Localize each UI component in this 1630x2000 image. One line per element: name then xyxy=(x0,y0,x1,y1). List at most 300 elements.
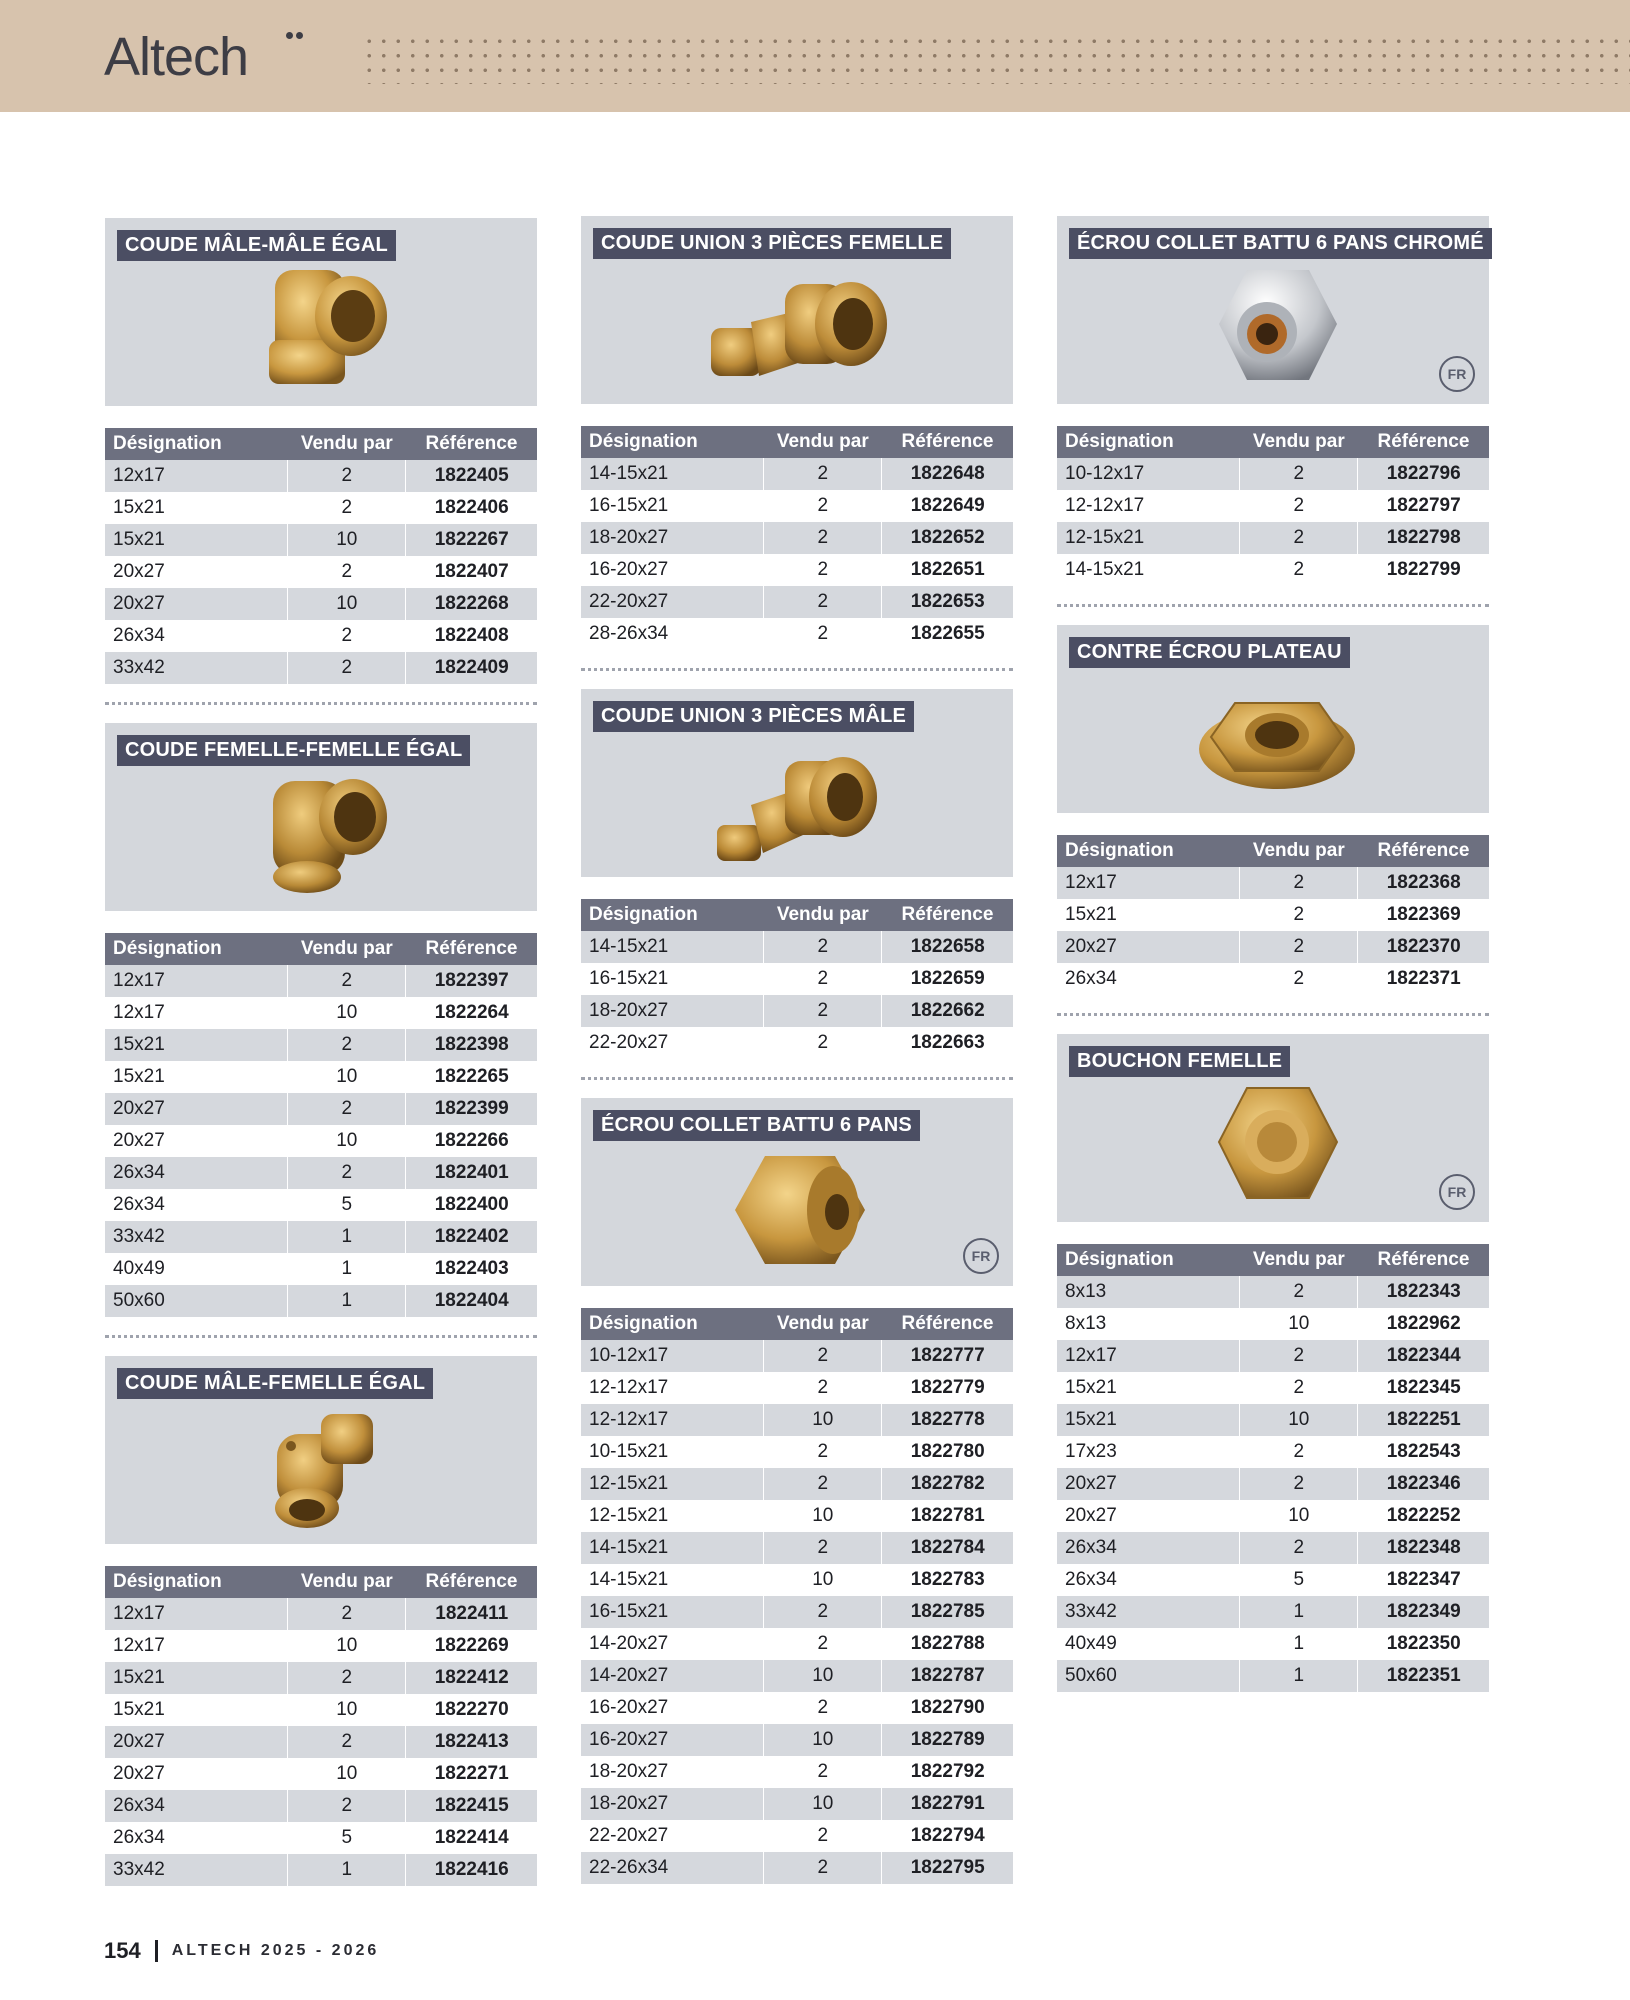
reference-cell: 1822659 xyxy=(882,963,1013,995)
product-image-panel xyxy=(581,689,1013,877)
vendu-par-cell: 2 xyxy=(1240,1532,1358,1564)
section-title: ÉCROU COLLET BATTU 6 PANS xyxy=(593,1110,920,1141)
designation-cell: 14-15x21 xyxy=(581,1532,764,1564)
table-row xyxy=(581,1500,1013,1532)
table-row xyxy=(105,1598,537,1630)
designation-cell: 26x34 xyxy=(105,1189,288,1221)
vendu-par-cell: 5 xyxy=(1240,1564,1358,1596)
designation-cell: 12x17 xyxy=(1057,1340,1240,1372)
table-row xyxy=(105,1662,537,1694)
vendu-par-cell: 2 xyxy=(764,490,882,522)
designation-cell: 26x34 xyxy=(1057,1532,1240,1564)
vendu-par-cell: 10 xyxy=(764,1500,882,1532)
vendu-par-cell: 10 xyxy=(288,1758,406,1790)
reference-cell: 1822271 xyxy=(406,1758,537,1790)
product-image-panel xyxy=(1057,1034,1489,1222)
reference-cell: 1822652 xyxy=(882,522,1013,554)
designation-cell: 12-15x21 xyxy=(1057,522,1240,554)
designation-cell: 33x42 xyxy=(1057,1596,1240,1628)
reference-cell: 1822397 xyxy=(406,965,537,997)
designation-cell: 15x21 xyxy=(105,1029,288,1061)
designation-cell: 16-15x21 xyxy=(581,490,764,522)
vendu-par-cell: 2 xyxy=(1240,867,1358,899)
reference-cell: 1822794 xyxy=(882,1820,1013,1852)
designation-cell: 20x27 xyxy=(105,1726,288,1758)
designation-cell: 15x21 xyxy=(105,492,288,524)
col-reference: Référence xyxy=(406,428,537,460)
vendu-par-cell: 1 xyxy=(288,1253,406,1285)
reference-cell: 1822779 xyxy=(882,1372,1013,1404)
product-table xyxy=(581,1308,1013,1884)
reference-cell: 1822663 xyxy=(882,1027,1013,1059)
col-reference: Référence xyxy=(882,899,1013,931)
reference-cell: 1822399 xyxy=(406,1093,537,1125)
designation-cell: 26x34 xyxy=(1057,963,1240,995)
vendu-par-cell: 2 xyxy=(1240,1276,1358,1308)
table-row xyxy=(581,1404,1013,1436)
designation-cell: 33x42 xyxy=(105,1854,288,1886)
table-row xyxy=(581,1788,1013,1820)
vendu-par-cell: 2 xyxy=(764,1596,882,1628)
vendu-par-cell: 5 xyxy=(288,1822,406,1854)
designation-cell: 33x42 xyxy=(105,652,288,684)
vendu-par-cell: 2 xyxy=(288,965,406,997)
vendu-par-cell: 2 xyxy=(288,492,406,524)
vendu-par-cell: 2 xyxy=(764,931,882,963)
reference-cell: 1822778 xyxy=(882,1404,1013,1436)
product-image-panel xyxy=(105,723,537,911)
col-reference: Référence xyxy=(1358,426,1489,458)
designation-cell: 12-12x17 xyxy=(581,1372,764,1404)
reference-cell: 1822782 xyxy=(882,1468,1013,1500)
reference-cell: 1822798 xyxy=(1358,522,1489,554)
reference-cell: 1822267 xyxy=(406,524,537,556)
vendu-par-cell: 2 xyxy=(288,1029,406,1061)
reference-cell: 1822785 xyxy=(882,1596,1013,1628)
designation-cell: 15x21 xyxy=(105,1061,288,1093)
reference-cell: 1822252 xyxy=(1358,1500,1489,1532)
vendu-par-cell: 2 xyxy=(764,1692,882,1724)
table-row xyxy=(1057,522,1489,554)
vendu-par-cell: 2 xyxy=(1240,931,1358,963)
product-table xyxy=(581,426,1013,650)
reference-cell: 1822405 xyxy=(406,460,537,492)
table-row xyxy=(105,1125,537,1157)
section-ecrou-collet xyxy=(581,1098,1013,1884)
table-row xyxy=(1057,490,1489,522)
table-row xyxy=(105,1854,537,1886)
table-row xyxy=(581,1852,1013,1884)
table-row xyxy=(581,490,1013,522)
reference-cell: 1822270 xyxy=(406,1694,537,1726)
designation-cell: 40x49 xyxy=(105,1253,288,1285)
table-row xyxy=(1057,1660,1489,1692)
vendu-par-cell: 2 xyxy=(1240,490,1358,522)
logo-dots-icon xyxy=(286,32,300,42)
table-row xyxy=(105,652,537,684)
product-image-panel xyxy=(1057,216,1489,404)
vendu-par-cell: 10 xyxy=(288,1125,406,1157)
designation-cell: 20x27 xyxy=(105,1093,288,1125)
table-row xyxy=(581,1820,1013,1852)
designation-cell: 26x34 xyxy=(1057,1564,1240,1596)
vendu-par-cell: 2 xyxy=(288,460,406,492)
table-row xyxy=(1057,1628,1489,1660)
reference-cell: 1822789 xyxy=(882,1724,1013,1756)
col-designation: Désignation xyxy=(581,426,764,458)
vendu-par-cell: 2 xyxy=(1240,458,1358,490)
designation-cell: 18-20x27 xyxy=(581,1756,764,1788)
reference-cell: 1822404 xyxy=(406,1285,537,1317)
vendu-par-cell: 10 xyxy=(288,1061,406,1093)
designation-cell: 20x27 xyxy=(1057,1500,1240,1532)
vendu-par-cell: 1 xyxy=(1240,1660,1358,1692)
table-row xyxy=(105,460,537,492)
designation-cell: 22-20x27 xyxy=(581,1027,764,1059)
reference-cell: 1822400 xyxy=(406,1189,537,1221)
vendu-par-cell: 10 xyxy=(288,1694,406,1726)
section-title: COUDE FEMELLE-FEMELLE ÉGAL xyxy=(117,735,470,766)
elbow-fitting-icon xyxy=(255,1400,395,1532)
cap-fitting-icon xyxy=(1213,1080,1343,1214)
section-coude-male-femelle xyxy=(105,1356,537,1886)
vendu-par-cell: 10 xyxy=(288,524,406,556)
col-vendu-par: Vendu par xyxy=(1240,835,1358,867)
fr-badge-icon: FR xyxy=(1439,1174,1475,1210)
reference-cell: 1822268 xyxy=(406,588,537,620)
col-vendu-par: Vendu par xyxy=(764,426,882,458)
designation-cell: 12-15x21 xyxy=(581,1468,764,1500)
col-reference: Référence xyxy=(882,426,1013,458)
table-row xyxy=(581,1340,1013,1372)
designation-cell: 18-20x27 xyxy=(581,522,764,554)
reference-cell: 1822777 xyxy=(882,1340,1013,1372)
table-row xyxy=(581,995,1013,1027)
reference-cell: 1822414 xyxy=(406,1822,537,1854)
table-row xyxy=(1057,1404,1489,1436)
designation-cell: 20x27 xyxy=(105,588,288,620)
designation-cell: 12-12x17 xyxy=(1057,490,1240,522)
vendu-par-cell: 2 xyxy=(764,1436,882,1468)
reference-cell: 1822403 xyxy=(406,1253,537,1285)
section-title: BOUCHON FEMELLE xyxy=(1069,1046,1290,1077)
designation-cell: 26x34 xyxy=(105,1822,288,1854)
section-title: COUDE UNION 3 PIÈCES MÂLE xyxy=(593,701,914,732)
vendu-par-cell: 10 xyxy=(1240,1404,1358,1436)
section-coude-union-femelle xyxy=(581,216,1013,650)
chrome-nut-icon xyxy=(1213,262,1343,396)
header-dot-pattern xyxy=(362,34,1630,84)
designation-cell: 26x34 xyxy=(105,1790,288,1822)
col-vendu-par: Vendu par xyxy=(288,933,406,965)
designation-cell: 12x17 xyxy=(105,460,288,492)
vendu-par-cell: 10 xyxy=(288,588,406,620)
table-row xyxy=(1057,1500,1489,1532)
table-row xyxy=(581,1027,1013,1059)
column-middle xyxy=(581,216,1013,1884)
vendu-par-cell: 2 xyxy=(1240,1436,1358,1468)
reference-cell: 1822796 xyxy=(1358,458,1489,490)
dotted-separator xyxy=(1057,604,1489,607)
section-coude-femelle-femelle xyxy=(105,723,537,1317)
table-row xyxy=(1057,867,1489,899)
dotted-separator xyxy=(105,702,537,705)
reference-cell: 1822351 xyxy=(1358,1660,1489,1692)
table-row xyxy=(581,1564,1013,1596)
col-reference: Référence xyxy=(406,1566,537,1598)
vendu-par-cell: 10 xyxy=(288,1630,406,1662)
col-designation: Désignation xyxy=(105,428,288,460)
reference-cell: 1822543 xyxy=(1358,1436,1489,1468)
reference-cell: 1822787 xyxy=(882,1660,1013,1692)
table-row xyxy=(105,1221,537,1253)
table-row xyxy=(1057,931,1489,963)
reference-cell: 1822406 xyxy=(406,492,537,524)
product-table xyxy=(1057,426,1489,586)
designation-cell: 12x17 xyxy=(105,965,288,997)
reference-cell: 1822784 xyxy=(882,1532,1013,1564)
reference-cell: 1822371 xyxy=(1358,963,1489,995)
designation-cell: 20x27 xyxy=(105,556,288,588)
designation-cell: 26x34 xyxy=(105,1157,288,1189)
vendu-par-cell: 2 xyxy=(764,1372,882,1404)
vendu-par-cell: 2 xyxy=(1240,963,1358,995)
designation-cell: 10-12x17 xyxy=(1057,458,1240,490)
table-row xyxy=(581,1660,1013,1692)
reference-cell: 1822795 xyxy=(882,1852,1013,1884)
table-row xyxy=(581,1628,1013,1660)
table-row xyxy=(581,1372,1013,1404)
vendu-par-cell: 2 xyxy=(764,1820,882,1852)
section-coude-union-male xyxy=(581,689,1013,1059)
designation-cell: 12x17 xyxy=(1057,867,1240,899)
designation-cell: 16-15x21 xyxy=(581,963,764,995)
vendu-par-cell: 1 xyxy=(1240,1596,1358,1628)
table-row xyxy=(105,1822,537,1854)
reference-cell: 1822651 xyxy=(882,554,1013,586)
table-row xyxy=(105,1790,537,1822)
union-elbow-icon xyxy=(707,735,897,869)
reference-cell: 1822416 xyxy=(406,1854,537,1886)
reference-cell: 1822791 xyxy=(882,1788,1013,1820)
catalog-name: ALTECH 2025 - 2026 xyxy=(171,1942,380,1959)
designation-cell: 15x21 xyxy=(1057,899,1240,931)
col-designation: Désignation xyxy=(105,1566,288,1598)
reference-cell: 1822415 xyxy=(406,1790,537,1822)
reference-cell: 1822413 xyxy=(406,1726,537,1758)
reference-cell: 1822401 xyxy=(406,1157,537,1189)
section-title: COUDE MÂLE-MÂLE ÉGAL xyxy=(117,230,396,261)
vendu-par-cell: 10 xyxy=(1240,1500,1358,1532)
fr-badge-icon: FR xyxy=(963,1238,999,1274)
product-image-panel xyxy=(581,1098,1013,1286)
reference-cell: 1822788 xyxy=(882,1628,1013,1660)
table-row xyxy=(105,588,537,620)
designation-cell: 15x21 xyxy=(105,524,288,556)
table-row xyxy=(581,522,1013,554)
fr-badge-icon: FR xyxy=(1439,356,1475,392)
designation-cell: 15x21 xyxy=(105,1694,288,1726)
reference-cell: 1822343 xyxy=(1358,1276,1489,1308)
brand-logo: Altech xyxy=(104,27,249,87)
reference-cell: 1822655 xyxy=(882,618,1013,650)
designation-cell: 12-12x17 xyxy=(581,1404,764,1436)
designation-cell: 15x21 xyxy=(105,1662,288,1694)
table-row xyxy=(105,1758,537,1790)
vendu-par-cell: 2 xyxy=(288,1726,406,1758)
reference-cell: 1822648 xyxy=(882,458,1013,490)
section-coude-male-male xyxy=(105,218,537,684)
table-row xyxy=(105,1061,537,1093)
vendu-par-cell: 2 xyxy=(764,995,882,1027)
vendu-par-cell: 2 xyxy=(764,586,882,618)
table-row xyxy=(1057,1596,1489,1628)
product-table xyxy=(105,933,537,1317)
designation-cell: 22-20x27 xyxy=(581,1820,764,1852)
table-row xyxy=(105,1726,537,1758)
vendu-par-cell: 2 xyxy=(1240,554,1358,586)
designation-cell: 50x60 xyxy=(1057,1660,1240,1692)
table-row xyxy=(581,1436,1013,1468)
union-elbow-icon xyxy=(701,264,901,394)
product-image-panel xyxy=(105,218,537,406)
vendu-par-cell: 10 xyxy=(764,1788,882,1820)
vendu-par-cell: 2 xyxy=(764,1027,882,1059)
vendu-par-cell: 1 xyxy=(288,1221,406,1253)
vendu-par-cell: 10 xyxy=(764,1660,882,1692)
vendu-par-cell: 1 xyxy=(288,1854,406,1886)
col-designation: Désignation xyxy=(581,1308,764,1340)
reference-cell: 1822251 xyxy=(1358,1404,1489,1436)
table-row xyxy=(581,586,1013,618)
table-row xyxy=(105,997,537,1029)
table-row xyxy=(1057,1308,1489,1340)
designation-cell: 28-26x34 xyxy=(581,618,764,650)
vendu-par-cell: 10 xyxy=(764,1404,882,1436)
reference-cell: 1822412 xyxy=(406,1662,537,1694)
table-row xyxy=(105,492,537,524)
reference-cell: 1822264 xyxy=(406,997,537,1029)
table-row xyxy=(1057,899,1489,931)
section-bouchon-femelle xyxy=(1057,1034,1489,1692)
designation-cell: 14-20x27 xyxy=(581,1628,764,1660)
designation-cell: 14-15x21 xyxy=(581,458,764,490)
vendu-par-cell: 2 xyxy=(764,1852,882,1884)
designation-cell: 12x17 xyxy=(105,1598,288,1630)
vendu-par-cell: 2 xyxy=(764,1532,882,1564)
table-row xyxy=(105,1285,537,1317)
reference-cell: 1822408 xyxy=(406,620,537,652)
table-row xyxy=(105,1630,537,1662)
col-designation: Désignation xyxy=(105,933,288,965)
product-image-panel xyxy=(105,1356,537,1544)
dotted-separator xyxy=(1057,1013,1489,1016)
table-row xyxy=(1057,1340,1489,1372)
product-table xyxy=(1057,835,1489,995)
section-contre-ecrou xyxy=(1057,625,1489,995)
reference-cell: 1822402 xyxy=(406,1221,537,1253)
designation-cell: 18-20x27 xyxy=(581,995,764,1027)
vendu-par-cell: 2 xyxy=(288,1598,406,1630)
designation-cell: 15x21 xyxy=(1057,1372,1240,1404)
vendu-par-cell: 2 xyxy=(1240,522,1358,554)
vendu-par-cell: 2 xyxy=(764,1628,882,1660)
reference-cell: 1822797 xyxy=(1358,490,1489,522)
table-row xyxy=(1057,1468,1489,1500)
table-row xyxy=(581,1724,1013,1756)
col-reference: Référence xyxy=(1358,835,1489,867)
col-reference: Référence xyxy=(882,1308,1013,1340)
vendu-par-cell: 2 xyxy=(288,1790,406,1822)
table-row xyxy=(1057,1372,1489,1404)
product-image-panel xyxy=(1057,625,1489,813)
elbow-fitting-icon xyxy=(255,260,395,392)
reference-cell: 1822792 xyxy=(882,1756,1013,1788)
section-title: COUDE MÂLE-FEMELLE ÉGAL xyxy=(117,1368,433,1399)
table-row xyxy=(1057,963,1489,995)
table-row xyxy=(1057,554,1489,586)
section-title: CONTRE ÉCROU PLATEAU xyxy=(1069,637,1350,668)
table-row xyxy=(105,1189,537,1221)
footer-divider xyxy=(155,1940,158,1962)
designation-cell: 40x49 xyxy=(1057,1628,1240,1660)
vendu-par-cell: 2 xyxy=(764,522,882,554)
elbow-fitting-icon xyxy=(255,767,395,899)
designation-cell: 16-20x27 xyxy=(581,554,764,586)
hex-nut-icon xyxy=(725,1146,875,1276)
table-row xyxy=(105,1029,537,1061)
reference-cell: 1822409 xyxy=(406,652,537,684)
reference-cell: 1822349 xyxy=(1358,1596,1489,1628)
designation-cell: 20x27 xyxy=(105,1758,288,1790)
reference-cell: 1822790 xyxy=(882,1692,1013,1724)
designation-cell: 16-20x27 xyxy=(581,1724,764,1756)
page-number: 154 xyxy=(104,1938,141,1963)
vendu-par-cell: 10 xyxy=(764,1724,882,1756)
vendu-par-cell: 2 xyxy=(288,1662,406,1694)
designation-cell: 50x60 xyxy=(105,1285,288,1317)
designation-cell: 26x34 xyxy=(105,620,288,652)
vendu-par-cell: 2 xyxy=(764,618,882,650)
table-row xyxy=(105,620,537,652)
section-ecrou-collet-chrome xyxy=(1057,216,1489,586)
reference-cell: 1822368 xyxy=(1358,867,1489,899)
section-title: ÉCROU COLLET BATTU 6 PANS CHROMÉ xyxy=(1069,228,1492,259)
designation-cell: 20x27 xyxy=(1057,931,1240,963)
designation-cell: 14-15x21 xyxy=(1057,554,1240,586)
col-vendu-par: Vendu par xyxy=(1240,426,1358,458)
col-vendu-par: Vendu par xyxy=(288,1566,406,1598)
designation-cell: 22-20x27 xyxy=(581,586,764,618)
vendu-par-cell: 2 xyxy=(764,554,882,586)
table-row xyxy=(581,1756,1013,1788)
dotted-separator xyxy=(581,668,1013,671)
table-row xyxy=(581,554,1013,586)
table-row xyxy=(105,524,537,556)
table-row xyxy=(1057,1532,1489,1564)
table-row xyxy=(581,1692,1013,1724)
column-right xyxy=(1057,216,1489,1692)
designation-cell: 12-15x21 xyxy=(581,1500,764,1532)
table-row xyxy=(1057,1436,1489,1468)
vendu-par-cell: 2 xyxy=(288,1157,406,1189)
table-row xyxy=(105,1093,537,1125)
reference-cell: 1822783 xyxy=(882,1564,1013,1596)
vendu-par-cell: 10 xyxy=(764,1564,882,1596)
vendu-par-cell: 1 xyxy=(288,1285,406,1317)
designation-cell: 16-20x27 xyxy=(581,1692,764,1724)
designation-cell: 20x27 xyxy=(105,1125,288,1157)
